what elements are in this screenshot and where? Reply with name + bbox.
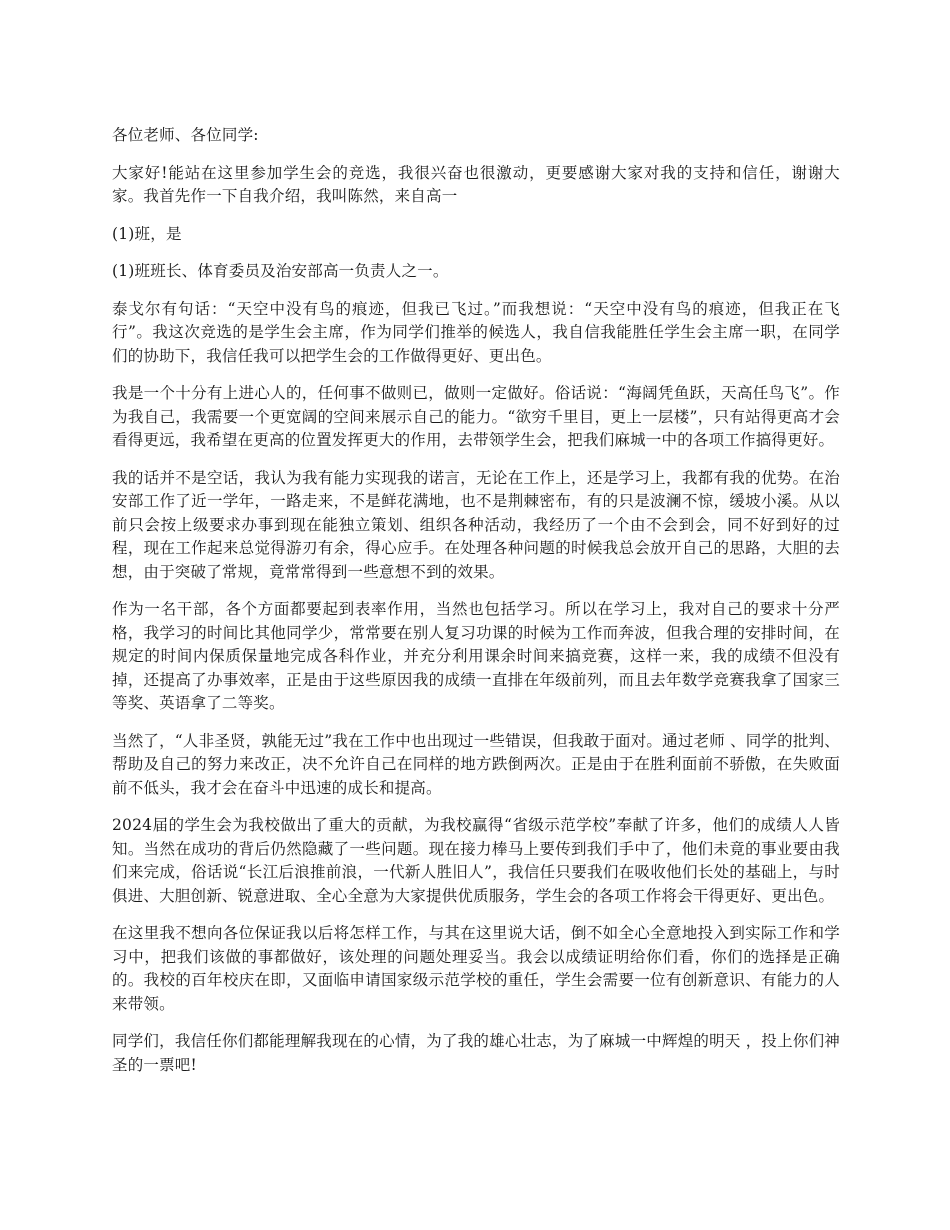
paragraph-closing: 同学们，我信任你们都能理解我现在的心情，为了我的雄心壮志，为了麻城一中辉煌的明天 ，投上你们神圣的一票吧! [112,1032,840,1074]
paragraph-tagore-quote: 泰戈尔有句话：“天空中没有鸟的痕迹，但我已飞过。”而我想说：“天空中没有鸟的痕迹，但我正在飞行”。我这次竞选的是学生会主席，作为同学们推举的候选人，我自信我能胜任学生会主席一职，在同学们的协助下，我信任我可以把学生会的工作做得更好、更出色。 [112,299,840,365]
greeting: 各位老师、各位同学: [112,126,259,144]
paragraph-ability: 我的话并不是空话，我认为我有能力实现我的诺言，无论在工作上，还是学习上，我都有我的优势。在治安部工作了近一学年，一路走来，不是鲜花满地，也不是荆棘密布，有的只是波澜不惊，缓坡小溪。从以前只会按上级要求办事到现在能独立策划、组织各种活动，我经历了一个由不会到会，同不好到好的过程，现在工作起来总觉得游刃有余，得心应手。在处理各种问题的时候我总会放开自己的思路，大胆的去想，由于突破了常规，竟常常得到一些意想不到的效果。 [112,468,840,581]
paragraph-roles: (1)班班长、体育委员及治安部高一负责人之一。 [112,262,449,280]
paragraph-predecessors: 2024届的学生会为我校做出了重大的贡献，为我校赢得“省级示范学校”奉献了许多，他们的成绩人人皆知。当然在成功的背后仍然隐藏了一些问题。现在接力棒马上要传到我们手中了，他们未竟的事业要由我们来完成，俗话说“长江后浪推前浪，一代新人胜旧人”，我信任只要我们在吸收他们长处的基础上，与时俱进、大胆创新、锐意进取、全心全意为大家提供优质服务，学生会的各项工作将会干得更好、更出色。 [112,816,840,905]
paragraph-class: (1)班，是 [112,224,182,243]
paragraph-ambition: 我是一个十分有上进心人的，任何事不做则已，做则一定做好。俗话说：“海阔凭鱼跃，天高任鸟飞”。作为我自己，我需要一个更宽阔的空间来展示自己的能力。“欲穷千里目，更上一层楼”，只有站得更高才会看得更远，我希望在更高的位置发挥更大的作用，去带领学生会，把我们麻城一中的各项工作搞得更好。 [112,384,840,449]
paragraph-commitment: 在这里我不想向各位保证我以后将怎样工作，与其在这里说大话，倒不如全心全意地投入到实际工作和学习中，把我们该做的事都做好，该处理的问题处理妥当。我会以成绩证明给你们看，你们的选择是正确的。我校的百年校庆在即，又面临申请国家级示范学校的重任，学生会需要一位有创新意识、有能力的人来带领。 [112,924,840,1013]
paragraph-study: 作为一名干部，各个方面都要起到表率作用，当然也包括学习。所以在学习上，我对自己的要求十分严格，我学习的时间比其他同学少，常常要在别人复习功课的时候为工作而奔波，但我合理的安排时间，在规定的时间内保质保量地完成各科作业，并充分利用课余时间来搞竞赛，这样一来，我的成绩不但没有掉，还提高了办事效率，正是由于这些原因我的成绩一直排在年级前列，而且去年数学竞赛我拿了国家三等奖、英语拿了二等奖。 [112,600,840,712]
document-body [112,124,840,1091]
paragraph-intro: 大家好!能站在这里参加学生会的竞选，我很兴奋也很激动，更要感谢大家对我的支持和信任，谢谢大家。我首先作一下自我介绍，我叫陈然，来自高一 [112,163,840,205]
paragraph-mistakes: 当然了，“人非圣贤，孰能无过”我在工作中也出现过一些错误，但我敢于面对。通过老师 、同学的批判、帮助及自己的努力来改正，决不允许自己在同样的地方跌倒两次。正是由于在胜利面前不骄傲，在失败面前不低头，我才会在奋斗中迅速的成长和提高。 [112,731,840,797]
